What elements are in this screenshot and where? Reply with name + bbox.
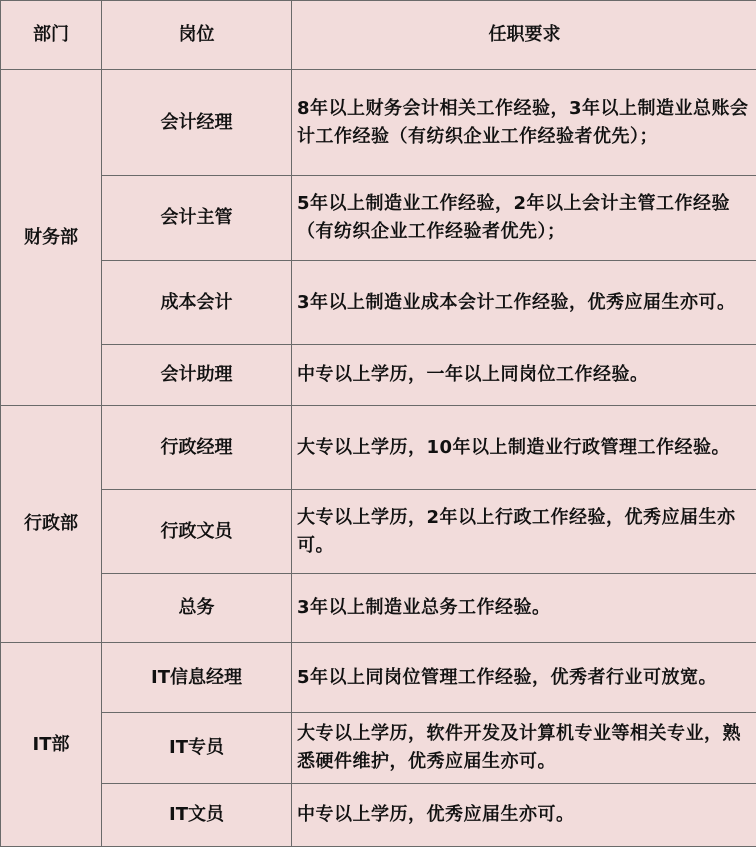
requirement-cell: 5年以上制造业工作经验，2年以上会计主管工作经验（有纺织企业工作经验者优先）；: [292, 176, 756, 261]
requirement-cell: 3年以上制造业总务工作经验。: [292, 574, 756, 643]
department-cell: 财务部: [1, 70, 102, 406]
table-row: [1, 70, 756, 176]
position-cell: 行政经理: [102, 406, 292, 490]
requirement-cell: 5年以上同岗位管理工作经验，优秀者行业可放宽。: [292, 643, 756, 713]
requirement-cell: 中专以上学历，一年以上同岗位工作经验。: [292, 345, 756, 406]
position-cell: 总务: [102, 574, 292, 643]
requirement-cell: 中专以上学历，优秀应届生亦可。: [292, 784, 756, 847]
position-cell: IT文员: [102, 784, 292, 847]
table-row: [1, 713, 756, 784]
table-row: [1, 406, 756, 490]
table-row: [1, 490, 756, 574]
header-department: 部门: [1, 1, 102, 70]
position-cell: 会计助理: [102, 345, 292, 406]
department-cell: IT部: [1, 643, 102, 847]
table-row: [1, 261, 756, 345]
position-cell: 会计主管: [102, 176, 292, 261]
table-row: [1, 574, 756, 643]
department-cell: 行政部: [1, 406, 102, 643]
requirement-cell: 大专以上学历，10年以上制造业行政管理工作经验。: [292, 406, 756, 490]
position-cell: 成本会计: [102, 261, 292, 345]
table-row: [1, 176, 756, 261]
header-position: 岗位: [102, 1, 292, 70]
position-cell: 会计经理: [102, 70, 292, 176]
position-cell: IT信息经理: [102, 643, 292, 713]
requirement-cell: 3年以上制造业成本会计工作经验，优秀应届生亦可。: [292, 261, 756, 345]
position-cell: 行政文员: [102, 490, 292, 574]
position-cell: IT专员: [102, 713, 292, 784]
header-requirements: 任职要求: [292, 1, 756, 70]
table-row: [1, 643, 756, 713]
requirement-cell: 8年以上财务会计相关工作经验，3年以上制造业总账会计工作经验（有纺织企业工作经验者优先）；: [292, 70, 756, 176]
requirement-cell: 大专以上学历，软件开发及计算机专业等相关专业，熟悉硬件维护，优秀应届生亦可。: [292, 713, 756, 784]
table-row: [1, 784, 756, 847]
table-row: [1, 345, 756, 406]
header-row: [1, 1, 756, 70]
requirement-cell: 大专以上学历，2年以上行政工作经验，优秀应届生亦可。: [292, 490, 756, 574]
